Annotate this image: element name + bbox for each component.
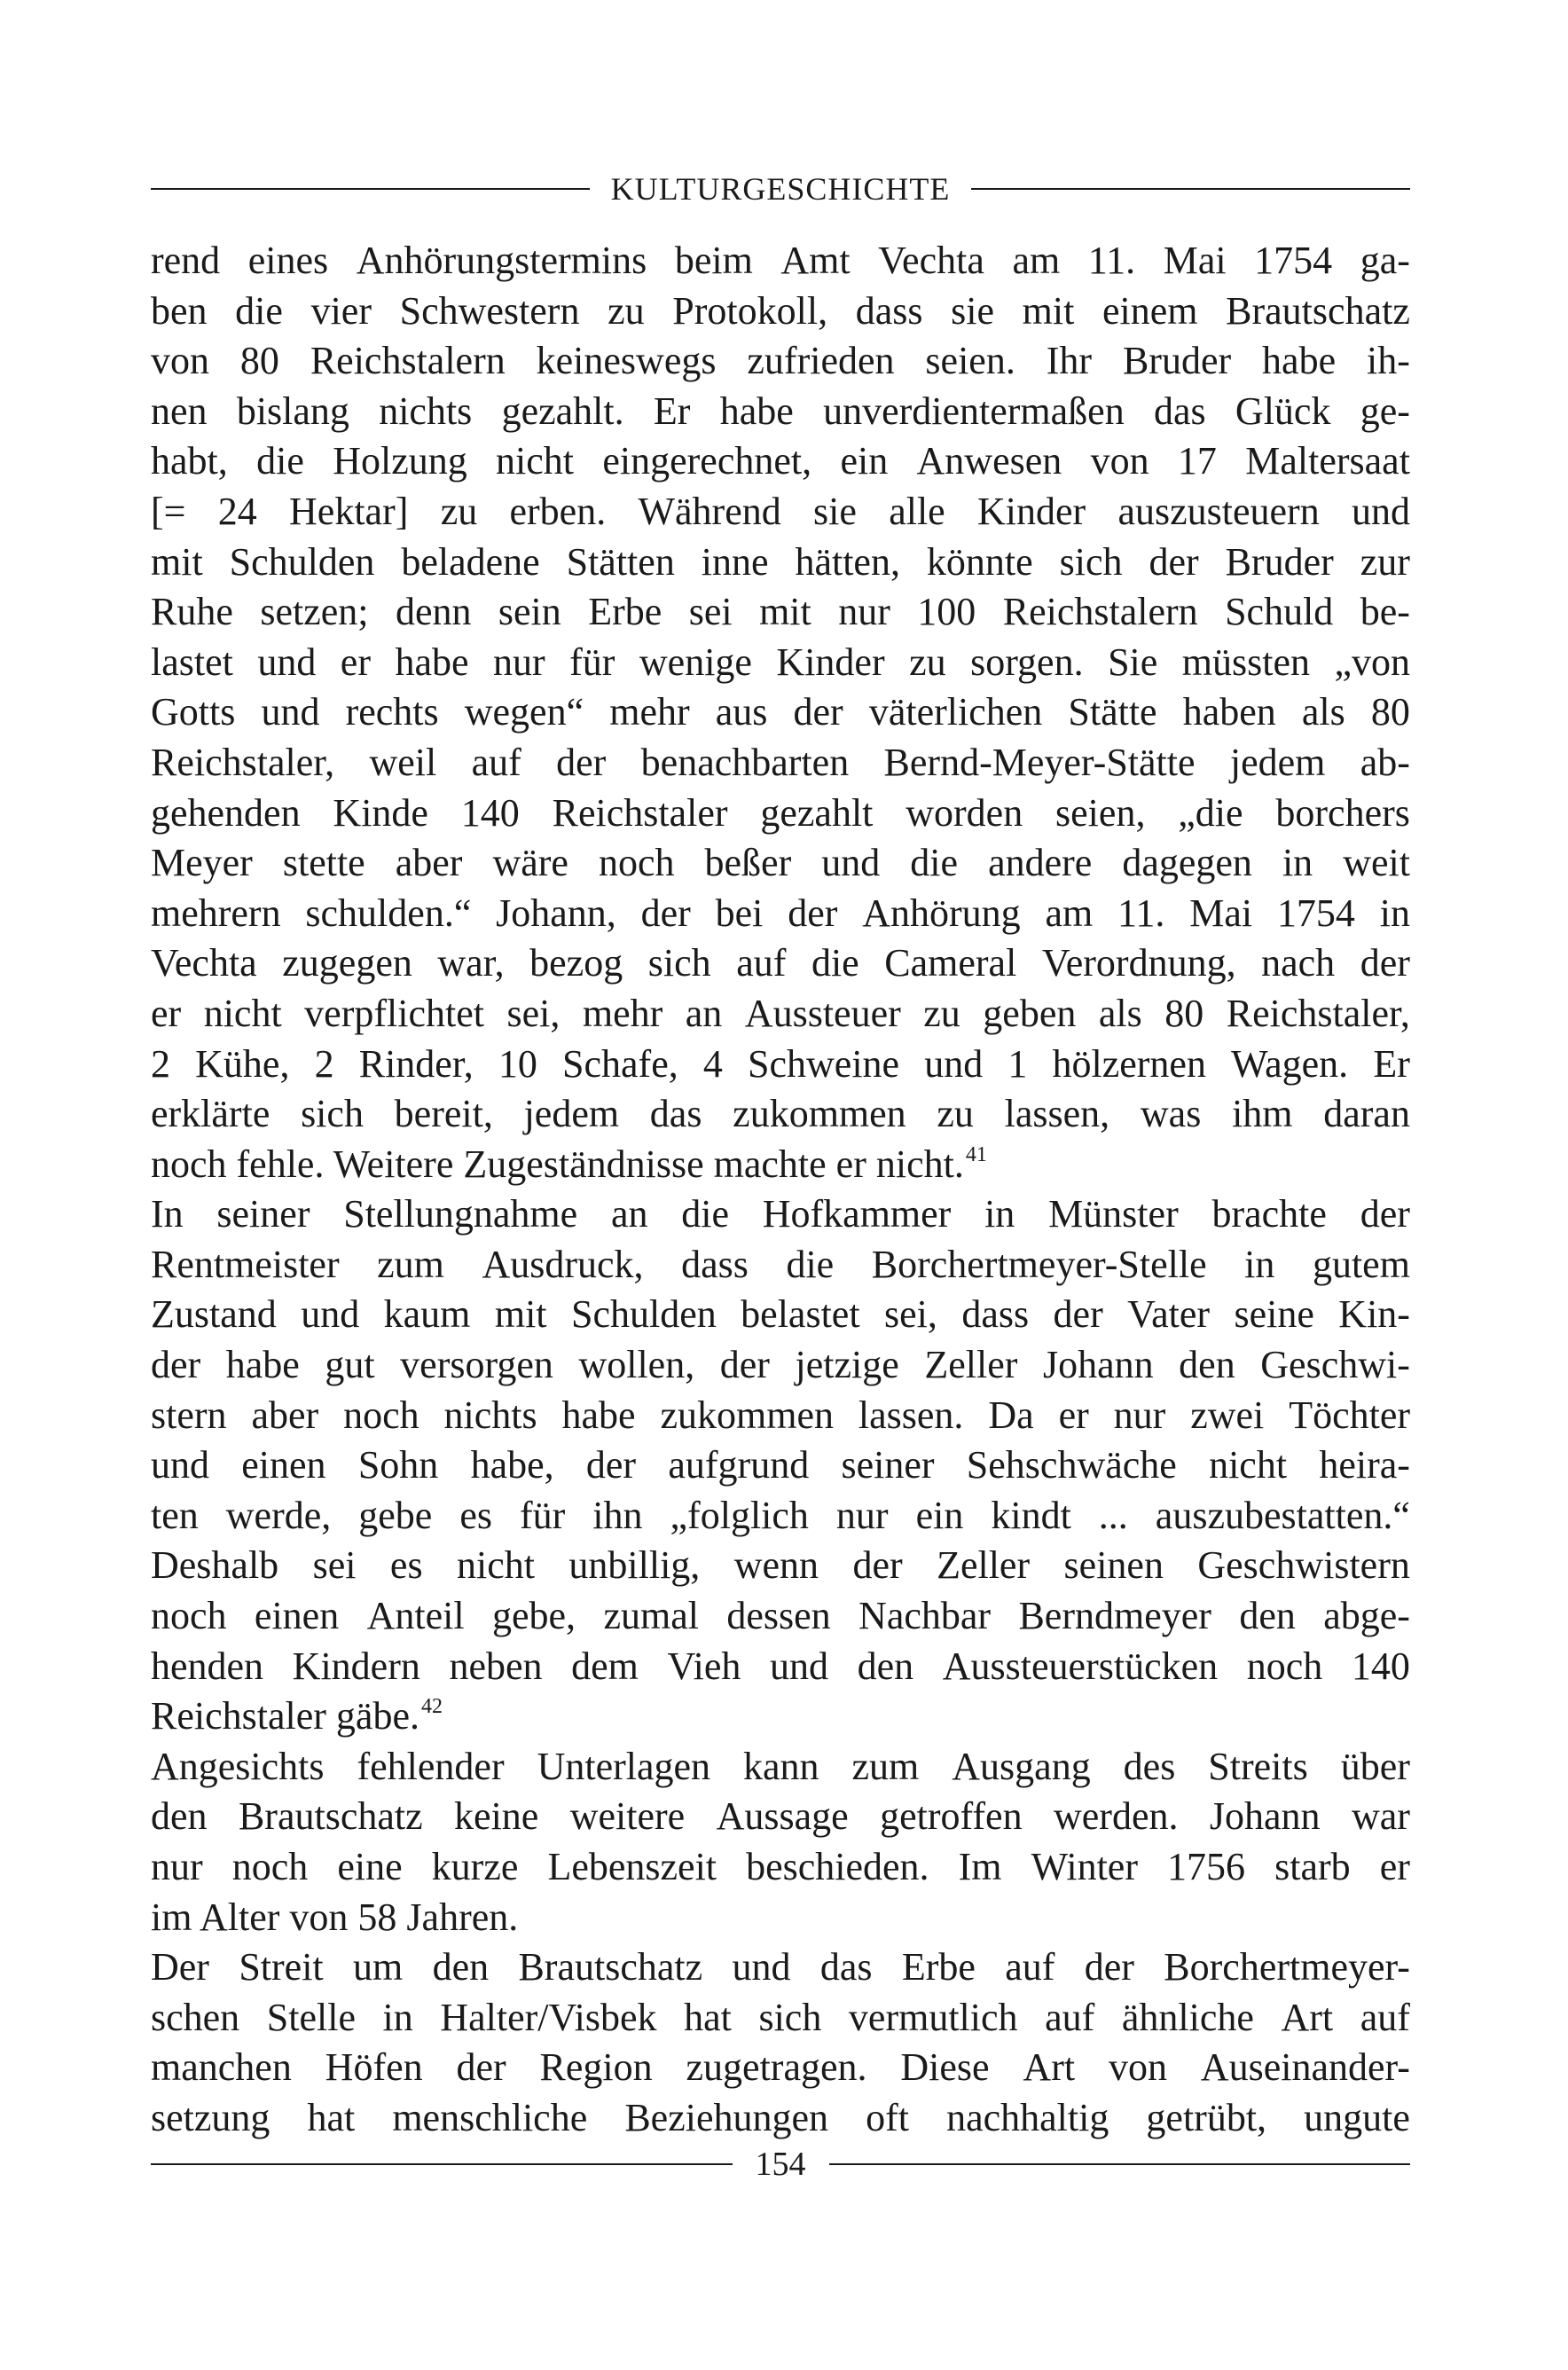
text-line: Gotts und rechts wegen“ mehr aus der väterlichen Stätte haben als 80	[151, 690, 1410, 734]
text-line: Reichstaler, weil auf der benachbarten Bernd-Meyer-Stätte jedem ab-	[151, 740, 1410, 784]
text-line: [= 24 Hektar] zu erben. Während sie alle Kinder auszusteuern und	[151, 489, 1410, 533]
text-line	[151, 1691, 1410, 1742]
text-line: stern aber noch nichts habe zukommen lassen. Da er nur zwei Töchter	[151, 1393, 1410, 1437]
text-line: schen Stelle in Halter/Visbek hat sich vermutlich auf ähnliche Art auf	[151, 1995, 1410, 2039]
text-line: Meyer stette aber wäre noch beßer und die andere dagegen in weit	[151, 841, 1410, 885]
footnote-marker[interactable]: 41	[965, 1142, 987, 1166]
running-header-title: KULTURGESCHICHTE	[610, 171, 951, 207]
text-line: Deshalb sei es nicht unbillig, wenn der Zeller seinen Geschwistern	[151, 1543, 1410, 1588]
text-line: und einen Sohn habe, der aufgrund seiner Sehschwäche nicht heira-	[151, 1443, 1410, 1487]
text-line: setzung hat menschliche Beziehungen oft nachhaltig getrübt, ungute	[151, 2095, 1410, 2139]
text-line: den Brautschatz keine weitere Aussage getroffen werden. Johann war	[151, 1794, 1410, 1839]
text-line: ten werde, gebe es für ihn „folglich nur ein kindt ... auszubestatten.“	[151, 1493, 1410, 1537]
page-number: 154	[755, 2146, 806, 2183]
text-line: In seiner Stellungnahme an die Hofkammer in Münster brachte der	[151, 1192, 1410, 1236]
text-line: 2 Kühe, 2 Rinder, 10 Schafe, 4 Schweine und 1 hölzernen Wagen. Er	[151, 1041, 1410, 1086]
text-line: noch einen Anteil gebe, zumal dessen Nachbar Berndmeyer den abge-	[151, 1594, 1410, 1638]
text-line: Vechta zugegen war, bezog sich auf die Cameral Verordnung, nach der	[151, 941, 1410, 985]
text-line: nur noch eine kurze Lebenszeit beschieden. Im Winter 1756 starb er	[151, 1845, 1410, 1888]
text-line: Ruhe setzen; denn sein Erbe sei mit nur 100 Reichstalern Schuld be-	[151, 590, 1410, 634]
text-line: Angesichts fehlender Unterlagen kann zum Ausgang des Streits über	[151, 1744, 1410, 1788]
page-footer	[151, 2145, 1410, 2184]
header-rule-right	[971, 188, 1410, 190]
text-line: rend eines Anhörungstermins beim Amt Vechta am 11. Mai 1754 ga-	[151, 239, 1410, 282]
text-line: erklärte sich bereit, jedem das zukommen zu lassen, was ihm daran	[151, 1092, 1410, 1136]
text-line	[151, 1140, 1410, 1190]
text-line: mit Schulden beladene Stätten inne hätten, könnte sich der Bruder zur	[151, 539, 1410, 584]
text-line: Rentmeister zum Ausdruck, dass die Borchertmeyer-Stelle in gutem	[151, 1242, 1410, 1286]
text-line: ben die vier Schwestern zu Protokoll, dass sie mit einem Brautschatz	[151, 288, 1410, 333]
text-line: habt, die Holzung nicht eingerechnet, ein Anwesen von 17 Maltersaat	[151, 439, 1410, 483]
text-line: von 80 Reichstalern keineswegs zufrieden seien. Ihr Bruder habe ih-	[151, 339, 1410, 383]
text-line	[151, 1893, 1410, 1943]
running-header	[151, 170, 1410, 208]
text-line: mehrern schulden.“ Johann, der bei der Anhörung am 11. Mai 1754 in	[151, 891, 1410, 935]
line-text: noch fehle. Weitere Zugeständnisse machte er nicht.	[151, 1142, 964, 1186]
text-line: henden Kindern neben dem Vieh und den Aussteuerstücken noch 140	[151, 1644, 1410, 1688]
text-line: nen bislang nichts gezahlt. Er habe unverdientermaßen das Glück ge-	[151, 388, 1410, 433]
footer-rule-left	[151, 2163, 733, 2165]
text-line: gehenden Kinde 140 Reichstaler gezahlt worden seien, „die borchers	[151, 790, 1410, 835]
line-text: Reichstaler gäbe.	[151, 1694, 419, 1738]
text-line: Der Streit um den Brautschatz und das Erbe auf der Borchertmeyer-	[151, 1945, 1410, 1989]
text-line: manchen Höfen der Region zugetragen. Diese Art von Auseinander-	[151, 2045, 1410, 2090]
line-text: im Alter von 58 Jahren.	[151, 1895, 519, 1939]
text-line: Zustand und kaum mit Schulden belastet sei, dass der Vater seine Kin-	[151, 1292, 1410, 1337]
text-line: lastet und er habe nur für wenige Kinder zu sorgen. Sie müssten „von	[151, 640, 1410, 684]
text-line: er nicht verpflichtet sei, mehr an Aussteuer zu geben als 80 Reichstaler,	[151, 991, 1410, 1035]
text-line: der habe gut versorgen wollen, der jetzige Zeller Johann den Geschwi-	[151, 1343, 1410, 1387]
footnote-marker[interactable]: 42	[420, 1695, 443, 1719]
header-rule-left	[151, 188, 590, 190]
body-text	[151, 236, 1410, 2144]
footer-rule-right	[829, 2163, 1411, 2165]
